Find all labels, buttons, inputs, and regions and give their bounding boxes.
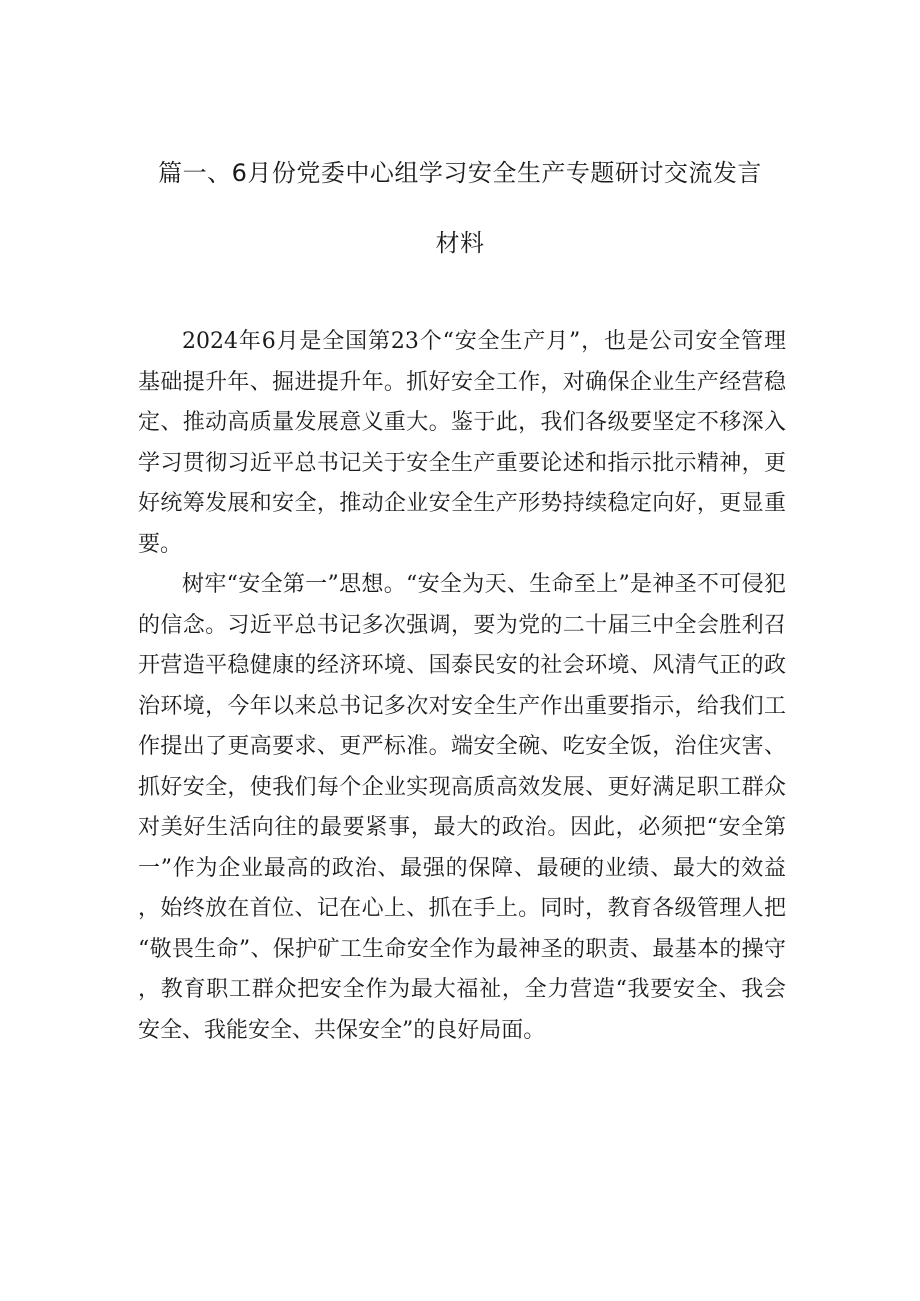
document-title-line-1: 篇一、6月份党委中心组学习安全生产专题研讨交流发言 (158, 159, 762, 187)
paragraph-safety-first: 树牢“安全第一”思想。“安全为天、生命至上”是神圣不可侵犯的信念。习近平总书记多次强调，要为党的二十届三中全会胜利召开营造平稳健康的经济环境、国泰民安的社会环境、风清气正的政治环境，今年以来总书记多次对安全生产作出重要指示，给我们工作提出了更高要求、更严标准。端安全碗、吃安全饭，治住灾害、抓好安全，使我们每个企业实现高质高效发展、更好满足职工群众对美好生活向往的最要紧事，最大的政治。因此，必须把“安全第一”作为企业最高的政治、最强的保障、最硬的业绩、最大的效益，始终放在首位、记在心上、抓在手上。同时，教育各级管理人把“敬畏生命”、保护矿工生命安全作为最神圣的职责、最基本的操守，教育职工群众把安全作为最大福祉，全力营造“我要安全、我会安全、我能安全、共保安全”的良好局面。 (138, 572, 786, 1043)
document-title-line-2: 材料 (435, 229, 485, 257)
paragraph-intro: 2024年6月是全国第23个“安全生产月”，也是公司安全管理基础提升年、掘进提升年。抓好安全工作，对确保企业生产经营稳定、推动高质量发展意义重大。鉴于此，我们各级要坚定不移深入学习贯彻习近平总书记关于安全生产重要论述和指示批示精神，更好统筹发展和安全，推动企业安全生产形势持续稳定向好，更显重要。 (138, 329, 786, 557)
document-body (138, 322, 786, 1051)
